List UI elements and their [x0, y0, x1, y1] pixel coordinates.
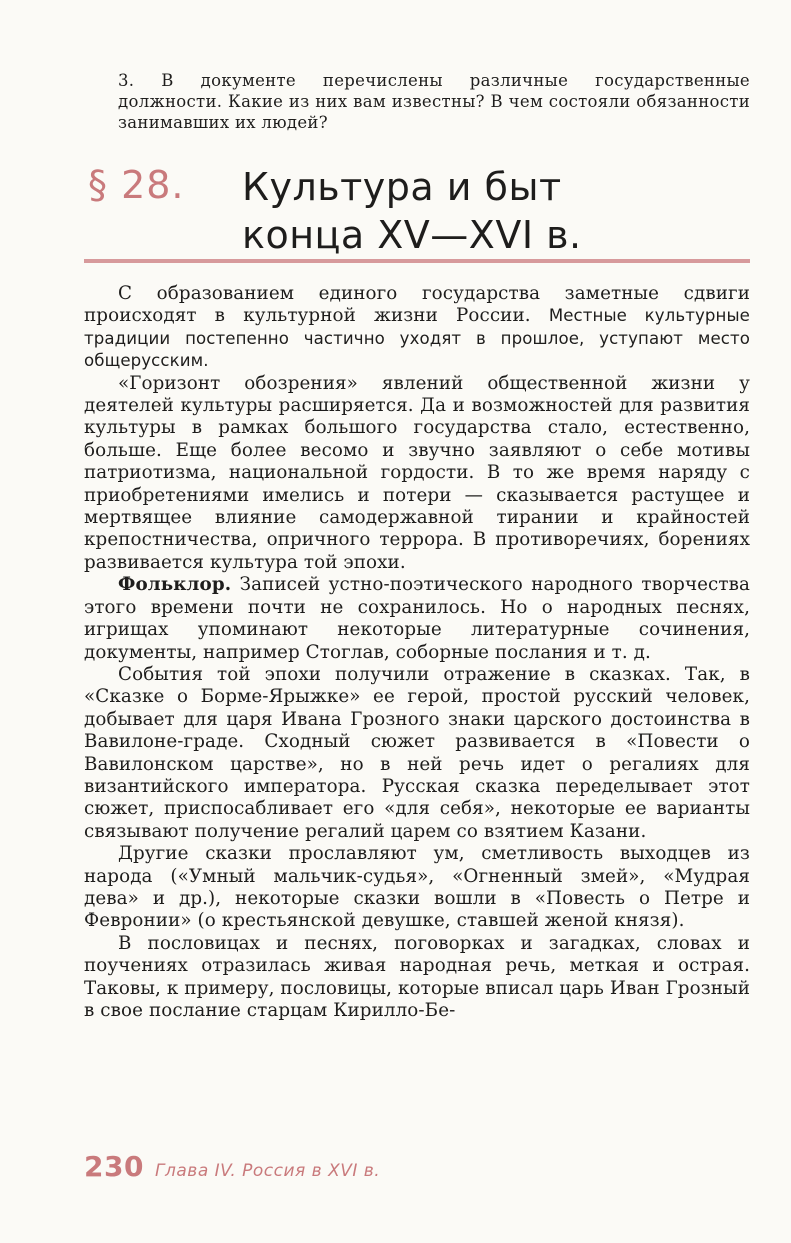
paragraph [84, 574, 750, 664]
section-title [242, 163, 582, 259]
section-title-line-1: Культура и быт [242, 165, 562, 209]
title-divider [84, 259, 750, 263]
section-title-line-2: конца XV—XVI в. [242, 213, 582, 257]
question-number: 3. [118, 71, 135, 90]
paragraph-text: События той эпохи получили отражение в сказках. Так, в «Сказке о Борме-Ярыжке» ее герой, простой русский человек, добывает для царя Ивана Грозного знаки царского достоинства в Вавилоне-граде. Сходный сюжет развивается в «Повести о Вавилонском царстве», но в ней речь идет о регалиях для византийского императора. Русская сказка переделывает этот сюжет, приспосабливает его «для себя», некоторые ее варианты связывают получение регалий царем со взятием Казани. [84, 663, 750, 842]
paragraph [84, 283, 750, 373]
paragraph [84, 664, 750, 843]
section-body [84, 283, 750, 1022]
paragraph-text: Другие сказки прославляют ум, сметливость выходцев из народа («Умный мальчик-судья», «Огненный змей», «Мудрая дева» и др.), некоторые сказки вошли в «Повесть о Петре и Февронии» (о крестьянской девушке, ставшей женой князя). [84, 843, 750, 932]
paragraph-text: В пословицах и песнях, поговорках и загадках, словах и поучениях отразилась живая народная речь, меткая и острая. Таковы, к примеру, пословицы, которые вписал царь Иван Грозный в свое послание старцам Кирилло-Бе- [84, 932, 750, 1021]
section-number: § 28. [88, 163, 185, 207]
page-number: 230 [84, 1150, 144, 1183]
paragraph-text: Записей устно-поэтического народного творчества этого времени почти не сохранилось. Но о народных песнях, игрищах упоминают некоторые литературные сочинения, документы, например Стоглав, соборные послания и т. д. [84, 574, 750, 663]
paragraph-text: Местные культурные традиции постепенно частично уходят в прошлое, уступают место общерусским. [84, 306, 750, 371]
page-footer [84, 1150, 380, 1183]
paragraph-lead: Фольклор. [118, 574, 232, 596]
paragraph [84, 933, 750, 1023]
paragraph-text: «Горизонт обозрения» явлений общественной жизни у деятелей культуры расширяется. Да и возможностей для развития культуры в рамках большого государства стало, естественно, больше. Еще более весомо и звучно заявляют о себе мотивы патриотизма, национальной гордости. В то же время наряду с приобретениями имелись и потери — сказывается растущее и мертвящее влияние самодержавной тирании и крайностей крепостничества, опричного террора. В противоречиях, борениях развивается культура той эпохи. [84, 372, 750, 573]
question-text: В документе перечислены различные государственные должности. Какие из них вам известны? В чем состояли обязанности занимавших их людей? [118, 71, 750, 132]
review-question [118, 70, 750, 133]
running-header-chapter: Глава IV. Россия в XVI в. [155, 1161, 381, 1181]
paragraph [84, 373, 750, 575]
paragraph [84, 843, 750, 933]
paragraph-text: С образованием единого государства заметные сдвиги происходят в культурной жизни России. [84, 283, 750, 327]
